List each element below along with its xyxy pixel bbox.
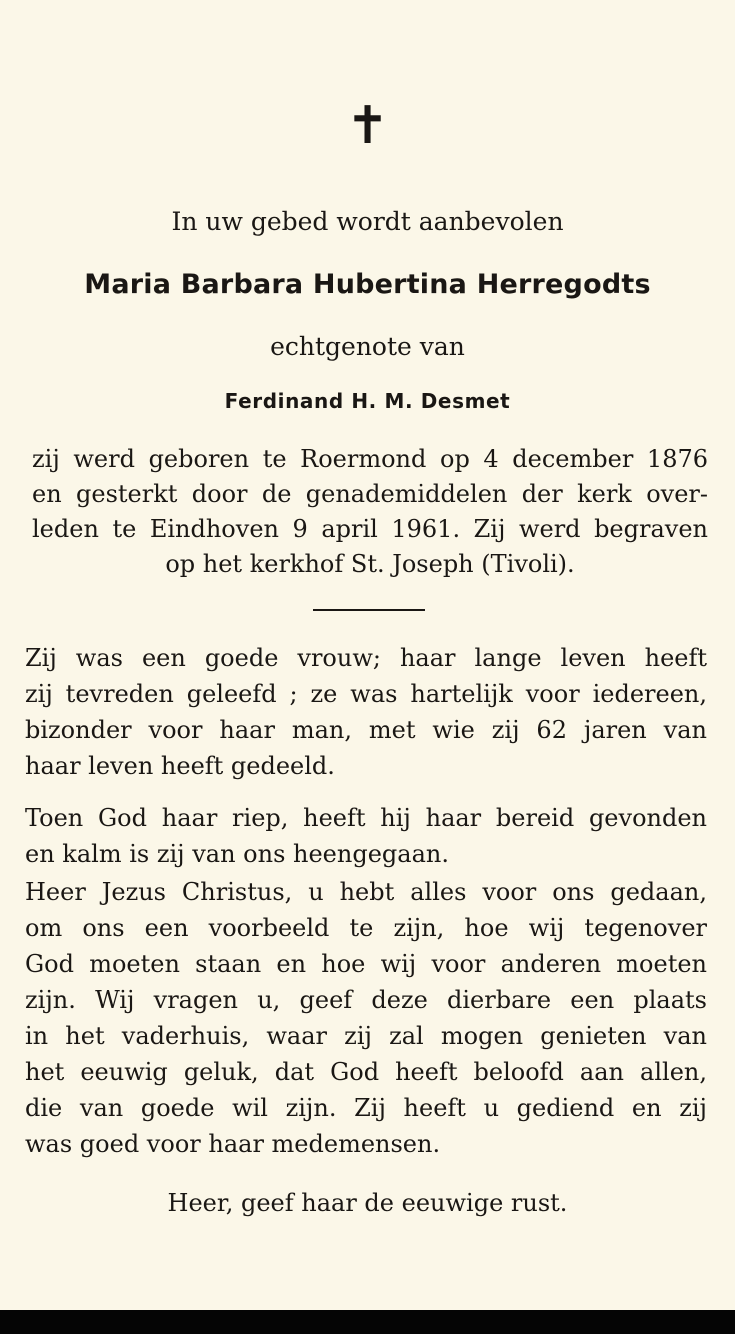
- paragraph-tribute: [25, 640, 707, 784]
- text-line: zijn. Wij vragen u, geef deze dierbare een plaats: [25, 986, 707, 1014]
- bio-line: zij werd geboren te Roermond op 4 december 1876: [32, 445, 708, 473]
- text-line: in het vaderhuis, waar zij zal mogen genieten van: [25, 1022, 707, 1050]
- text-line: Zij was een goede vrouw; haar lange leven heeft: [25, 644, 707, 672]
- divider: [313, 609, 425, 611]
- paragraph-passing: [25, 800, 707, 872]
- bio-line: leden te Eindhoven 9 april 1961. Zij werd begraven: [32, 515, 708, 543]
- text-line: bizonder voor haar man, met wie zij 62 jaren van: [25, 716, 707, 744]
- text-line: Heer Jezus Christus, u hebt alles voor ons gedaan,: [25, 878, 707, 906]
- text-line: het eeuwig geluk, dat God heeft beloofd aan allen,: [25, 1058, 707, 1086]
- closing-prayer: Heer, geef haar de eeuwige rust.: [167, 1189, 568, 1217]
- spouse-intro-text: echtgenote van: [270, 332, 465, 361]
- text-line: om ons een voorbeeld te zijn, hoe wij tegenover: [25, 914, 707, 942]
- bio-line: op het kerkhof St. Joseph (Tivoli).: [165, 550, 575, 578]
- spouse-name: Ferdinand H. M. Desmet: [224, 389, 511, 413]
- deceased-name: Maria Barbara Hubertina Herregodts: [84, 269, 651, 300]
- bio-line: en gesterkt door de genademiddelen der kerk over-: [32, 480, 708, 508]
- text-line: Toen God haar riep, heeft hij haar bereid gevonden: [25, 804, 707, 832]
- bottom-border: [0, 1310, 735, 1334]
- biography: [32, 442, 708, 582]
- intro-text: In uw gebed wordt aanbevolen: [171, 207, 564, 236]
- paragraph-prayer: [25, 874, 707, 1162]
- text-line: God moeten staan en hoe wij voor anderen moeten: [25, 950, 707, 978]
- text-line: en kalm is zij van ons heengegaan.: [25, 840, 449, 868]
- text-line: zij tevreden geleefd ; ze was hartelijk voor iedereen,: [25, 680, 707, 708]
- text-line: was goed voor haar medemensen.: [25, 1130, 441, 1158]
- text-line: haar leven heeft gedeeld.: [25, 752, 335, 780]
- text-line: die van goede wil zijn. Zij heeft u gediend en zij: [25, 1094, 707, 1122]
- cross-icon: ✝: [345, 96, 390, 156]
